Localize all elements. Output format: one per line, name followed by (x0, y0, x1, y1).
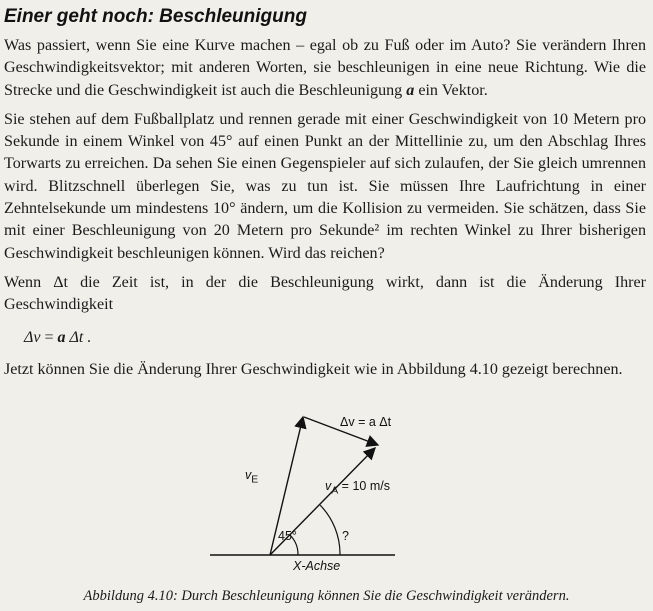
label-x-axis: X-Achse (293, 559, 341, 573)
velocity-change-equation (24, 327, 646, 349)
figure-caption: Abbildung 4.10: Durch Beschleunigung können Sie die Geschwindigkeit verändern. (83, 588, 570, 604)
label-angle-45: 45° (278, 529, 297, 543)
label-va-sub: A (331, 485, 339, 497)
vector-diagram (190, 413, 430, 583)
label-va (325, 479, 390, 497)
angle-arc-unknown (320, 505, 340, 555)
label-va-rest: = 10 m/s (338, 479, 390, 493)
label-va-main: v (325, 479, 332, 493)
eq-equals: = (40, 328, 58, 346)
label-ve-sub: E (251, 474, 259, 486)
section-heading: Einer geht noch: Beschleunigung (4, 6, 307, 27)
eq-rhs: Δt . (65, 328, 92, 346)
label-delta-v: Δv = a Δt (340, 415, 392, 429)
label-ve (245, 468, 258, 486)
paragraph-2: Sie stehen auf dem Fußballplatz und rennen gerade mit einer Geschwindigkeit von 10 Metern pro Sekunde in einem Winkel von 45° auf einen Punkt an der Mittellinie zu, um den Abschlag Ihres Torwarts zu erreichen. Da sehen Sie einen Gegenspieler auf sich zulaufen, der Sie gleich umrennen wird. Blitzschnell überlegen Sie, was zu tun ist. Sie müssen Ihre Laufrichtung in einer Zehntelsekunde um mindestens 10° ändern, um die Kollision zu vermeiden. Sie schätzen, dass Sie mit einer Beschleunigung von 20 Metern pro Sekunde² im rechten Winkel zu Ihrer bisherigen Geschwindigkeit beschleunigen können. Wird das reichen? (4, 110, 646, 262)
paragraph-3: Wenn Δt die Zeit ist, in der die Beschleunigung wirkt, dann ist die Änderung Ihrer Geschwindigkeit (4, 273, 646, 314)
label-question: ? (342, 529, 349, 543)
paragraph-4: Jetzt können Sie die Änderung Ihrer Geschwindigkeit wie in Abbildung 4.10 gezeigt berechnen. (4, 360, 623, 378)
eq-lhs: Δv (24, 328, 41, 346)
eq-acceleration: a (57, 328, 66, 346)
figure-4-10 (190, 413, 430, 583)
paragraph-1: Was passiert, wenn Sie eine Kurve machen – egal ob zu Fuß oder im Auto? Sie verändern Ihren Geschwindigkeitsvektor; mit anderen Worten, sie beschleunigen in eine neue Richtung. Wie die Strecke und die Geschwindigkeit ist auch die Beschleunigung a ein Vektor. (4, 37, 646, 99)
acceleration-symbol: a (406, 81, 415, 99)
document-page (4, 0, 646, 388)
label-ve-main: v (245, 468, 252, 482)
